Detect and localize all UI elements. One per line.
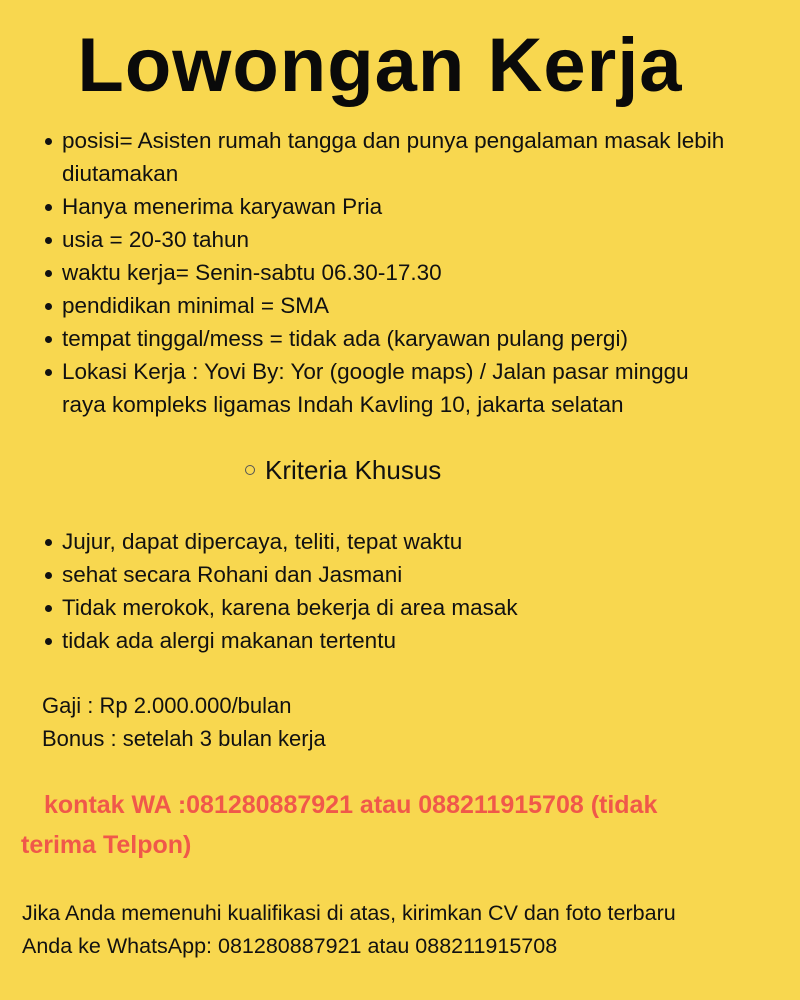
requirement-text: posisi= Asisten rumah tangga dan punya pengalaman masak lebih xyxy=(62,128,725,153)
requirement-item xyxy=(62,289,329,322)
criteria-text: Jujur, dapat dipercaya, teliti, tepat waktu xyxy=(62,529,463,554)
page-title: Lowongan Kerja xyxy=(77,23,683,108)
bullet-icon xyxy=(45,638,52,645)
bullet-icon xyxy=(45,303,52,310)
requirement-text: waktu kerja= Senin-sabtu 06.30-17.30 xyxy=(62,260,442,285)
closing-text: Anda ke WhatsApp: 081280887921 atau 088211915708 xyxy=(22,934,558,958)
criteria-text: Tidak merokok, karena bekerja di area masak xyxy=(62,595,518,620)
requirement-text: Lokasi Kerja : Yovi By: Yor (google maps) / Jalan pasar minggu xyxy=(62,359,689,384)
criteria-item xyxy=(62,624,396,657)
requirement-text: raya kompleks ligamas Indah Kavling 10, jakarta selatan xyxy=(62,392,624,417)
criteria-item xyxy=(62,591,518,624)
closing-text: Jika Anda memenuhi kualifikasi di atas, kirimkan CV dan foto terbaru xyxy=(22,901,676,925)
requirement-item xyxy=(62,124,724,190)
contact-line: kontak WA :081280887921 atau 088211915708 (tidak xyxy=(44,791,658,819)
bullet-icon xyxy=(45,539,52,546)
bullet-icon xyxy=(45,369,52,376)
requirement-text: tempat tinggal/mess = tidak ada (karyawan pulang pergi) xyxy=(62,326,628,351)
bullet-icon xyxy=(45,138,52,145)
circle-bullet-icon xyxy=(245,465,255,475)
special-criteria-heading-text: Kriteria Khusus xyxy=(265,455,442,485)
requirement-item xyxy=(62,190,382,223)
bullet-icon xyxy=(45,336,52,343)
bullet-icon xyxy=(45,605,52,612)
criteria-item xyxy=(62,558,402,591)
criteria-text: sehat secara Rohani dan Jasmani xyxy=(62,562,403,587)
contact-line: terima Telpon) xyxy=(21,831,192,859)
requirement-item xyxy=(62,223,249,256)
requirement-item xyxy=(62,355,689,421)
requirement-text: usia = 20-30 tahun xyxy=(62,227,250,252)
criteria-text: tidak ada alergi makanan tertentu xyxy=(62,628,396,653)
bullet-icon xyxy=(45,237,52,244)
requirement-item xyxy=(62,256,442,289)
requirement-item xyxy=(62,322,628,355)
salary: Gaji : Rp 2.000.000/bulan xyxy=(42,693,292,718)
special-criteria-heading xyxy=(245,455,441,486)
bullet-icon xyxy=(45,572,52,579)
bonus: Bonus : setelah 3 bulan kerja xyxy=(42,726,326,751)
bullet-icon xyxy=(45,270,52,277)
requirement-text: diutamakan xyxy=(62,161,179,186)
criteria-item xyxy=(62,525,462,558)
requirement-text: pendidikan minimal = SMA xyxy=(62,293,330,318)
bullet-icon xyxy=(45,204,52,211)
requirement-text: Hanya menerima karyawan Pria xyxy=(62,194,383,219)
